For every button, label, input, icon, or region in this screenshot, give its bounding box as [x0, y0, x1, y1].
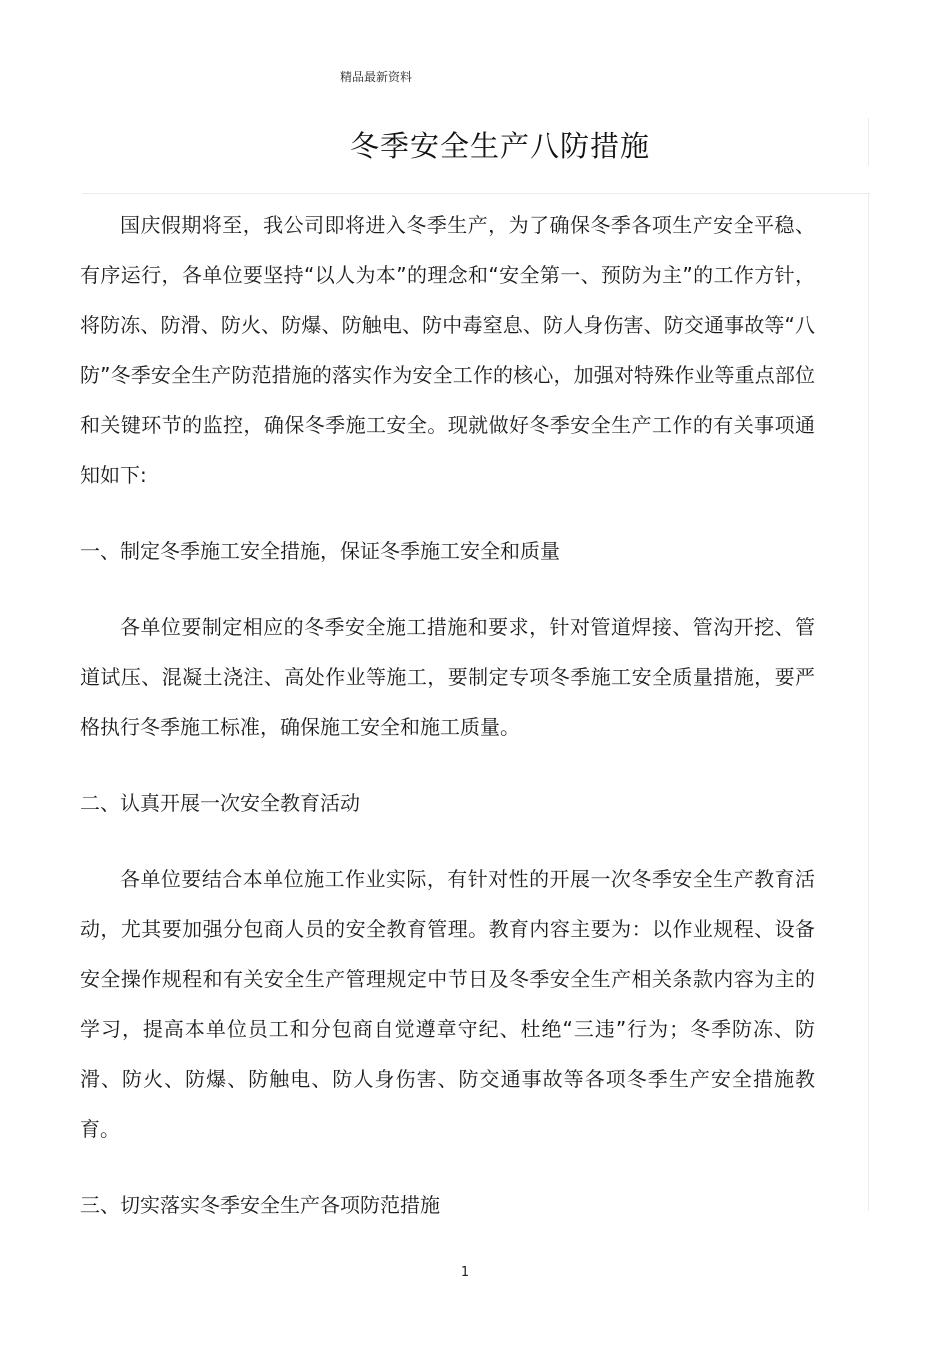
section-body-1: 各单位要制定相应的冬季安全施工措施和要求，针对管道焊接、管沟开挖、管道试压、混凝土浇注、高处作业等施工，要制定专项冬季施工安全质量措施，要严格执行冬季施工标准，确保施工安全和施工质量。 [80, 615, 815, 739]
divider-line [82, 193, 870, 194]
spacer [80, 576, 815, 602]
section-heading-1: 一、制定冬季施工安全措施，保证冬季施工安全和质量 [80, 539, 560, 563]
spacer [80, 500, 815, 526]
intro-paragraph: 国庆假期将至，我公司即将进入冬季生产，为了确保冬季各项生产安全平稳、有序运行，各单位要坚持“以人为本”的理念和“安全第一、预防为主”的工作方针，将防冻、防滑、防火、防爆、防触电、防中毒窒息、防人身伤害、防交通事故等“八防”冬季安全生产防范措施的落实作为安全工作的核心，加强对特殊作业等重点部位和关键环节的监控，确保冬季施工安全。现就做好冬季安全生产工作的有关事项通知如下: [80, 213, 815, 487]
spacer [80, 828, 815, 854]
page-number: 1 [460, 1265, 470, 1280]
section-heading-3: 三、切实落实冬季安全生产各项防范措施 [80, 1193, 440, 1217]
spacer [80, 752, 815, 778]
document-title: 冬季安全生产八防措施 [349, 129, 650, 163]
margin-line [868, 193, 869, 1211]
margin-line [868, 118, 869, 166]
section-body-2: 各单位要结合本单位施工作业实际，有针对性的开展一次冬季安全生产教育活动，尤其要加强分包商人员的安全教育管理。教育内容主要为：以作业规程、设备安全操作规程和有关安全生产管理规定中节日及冬季安全生产相关条款内容为主的学习，提高本单位员工和分包商自觉遵章守纪、杜绝“三违”行为；冬季防冻、防滑、防火、防爆、防触电、防人身伤害、防交通事故等各项冬季生产安全措施教育。 [80, 867, 815, 1141]
spacer [80, 1154, 815, 1180]
section-heading-2: 二、认真开展一次安全教育活动 [80, 791, 360, 815]
document-body [80, 200, 815, 1230]
header-note: 精品最新资料 [340, 70, 413, 84]
